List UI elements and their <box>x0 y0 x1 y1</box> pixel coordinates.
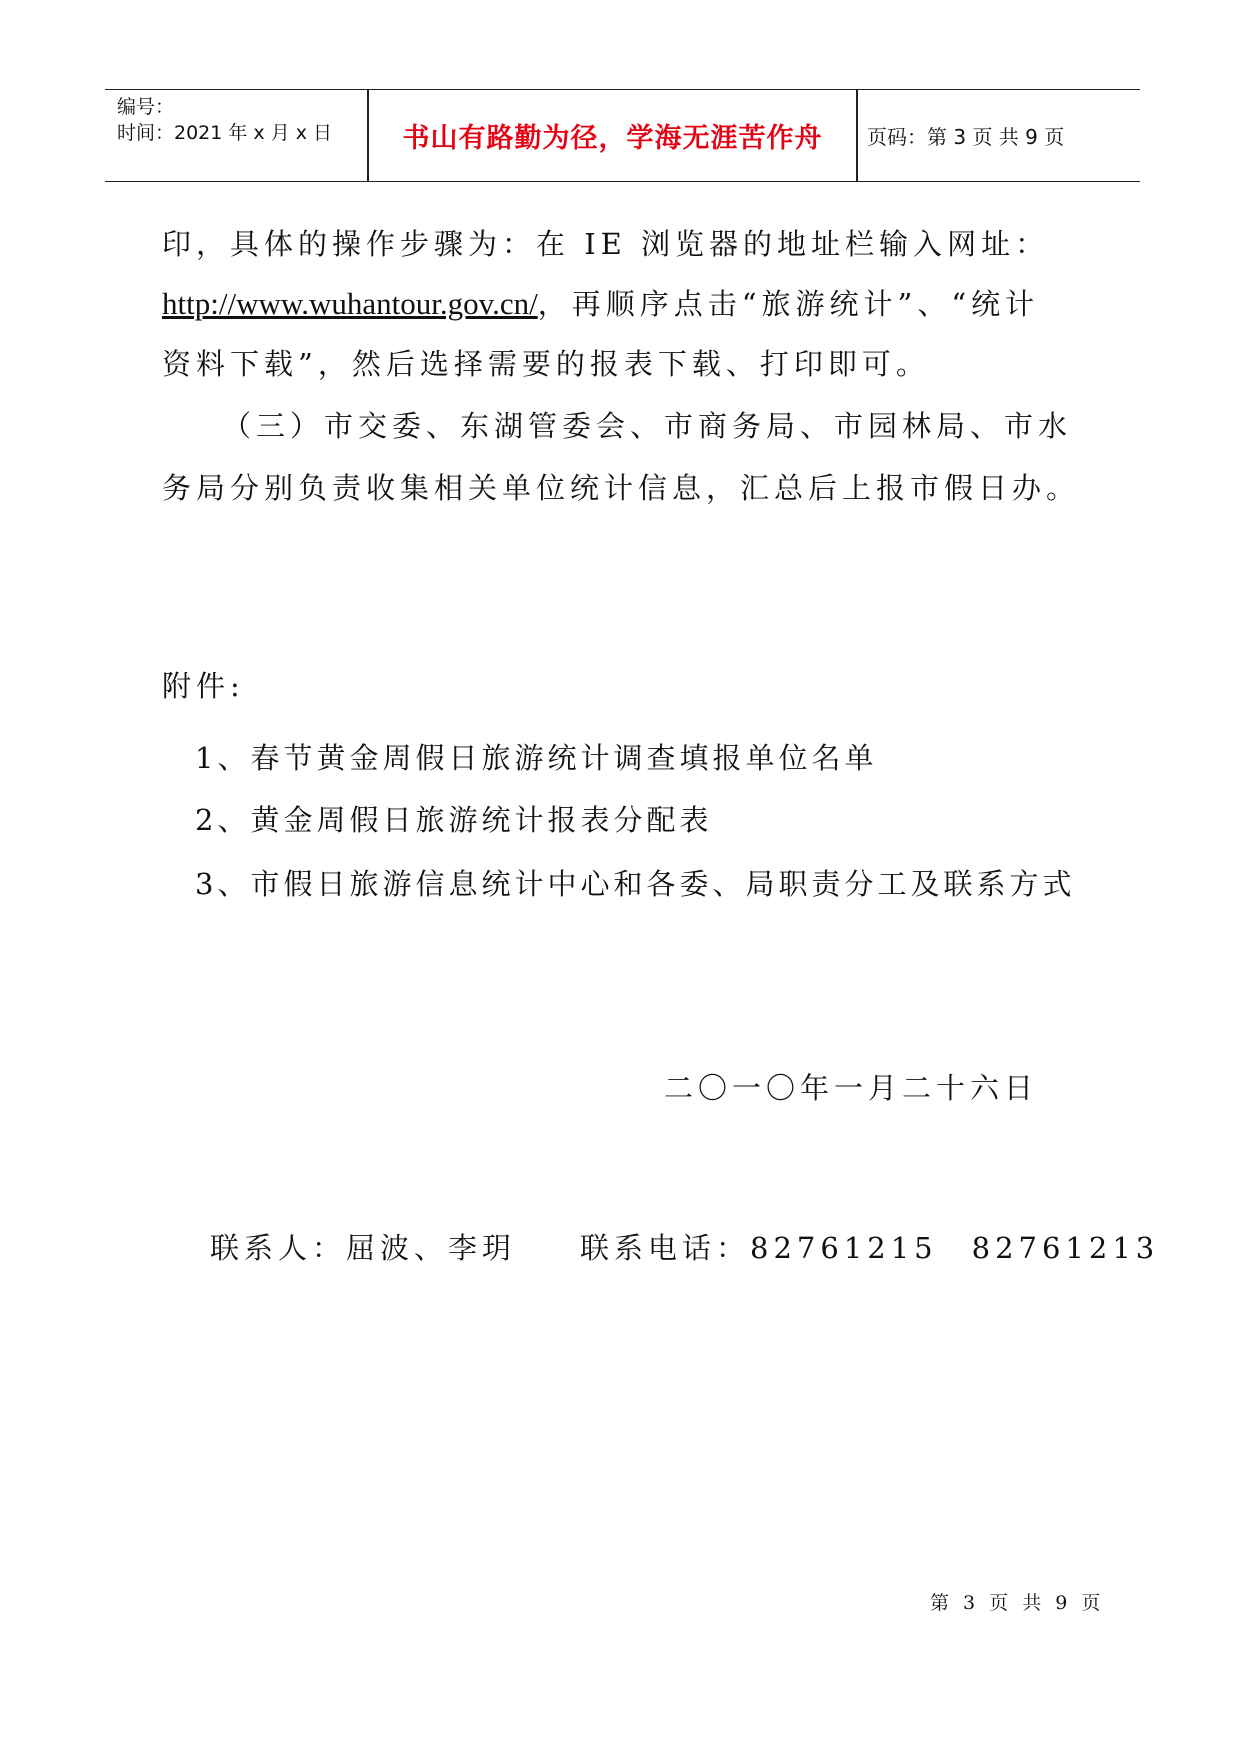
attachment-item: 1、春节黄金周假日旅游统计调查填报单位名单 <box>195 741 878 775</box>
header-motto: 书山有路勤为径，学海无涯苦作舟 <box>402 123 823 154</box>
body-line-5: 务局分别负责收集相关单位统计信息，汇总后上报市假日办。 <box>162 471 1081 505</box>
header-time: 时间：2021 年 x 月 x 日 <box>117 122 333 144</box>
contact-line <box>210 1226 1160 1267</box>
header-meta <box>117 94 362 179</box>
body-line-2 <box>162 282 1082 323</box>
attachment-item: 2、黄金周假日旅游统计报表分配表 <box>195 803 713 837</box>
document-date: 二〇一〇年一月二十六日 <box>664 1071 1039 1105</box>
header-page-info: 页码：第 3 页 共 9 页 <box>867 125 1065 149</box>
body-line-1: 印，具体的操作步骤为：在 IE 浏览器的地址栏输入网址： <box>162 227 1050 261</box>
body-line-3: 资料下载”，然后选择需要的报表下载、打印即可。 <box>162 347 930 381</box>
footer-page-number: 第 3 页 共 9 页 <box>930 1592 1105 1614</box>
attachments-title: 附件: <box>162 669 245 703</box>
body-line-4: （三）市交委、东湖管委会、市商务局、市园林局、市水 <box>222 409 1073 443</box>
contact-phone: 联系电话：82761215 82761213 <box>580 1231 1160 1265</box>
body-line-2-text: ，再顺序点击“旅游统计”、“统计 <box>537 287 1040 321</box>
page-header <box>105 89 1140 182</box>
website-link[interactable]: http://www.wuhantour.gov.cn/ <box>162 286 538 321</box>
header-divider <box>856 90 858 181</box>
attachment-item: 3、市假日旅游信息统计中心和各委、局职责分工及联系方式 <box>195 867 1076 901</box>
contact-person: 联系人：屈波、李玥 <box>210 1231 517 1265</box>
header-number: 编号： <box>117 96 175 118</box>
